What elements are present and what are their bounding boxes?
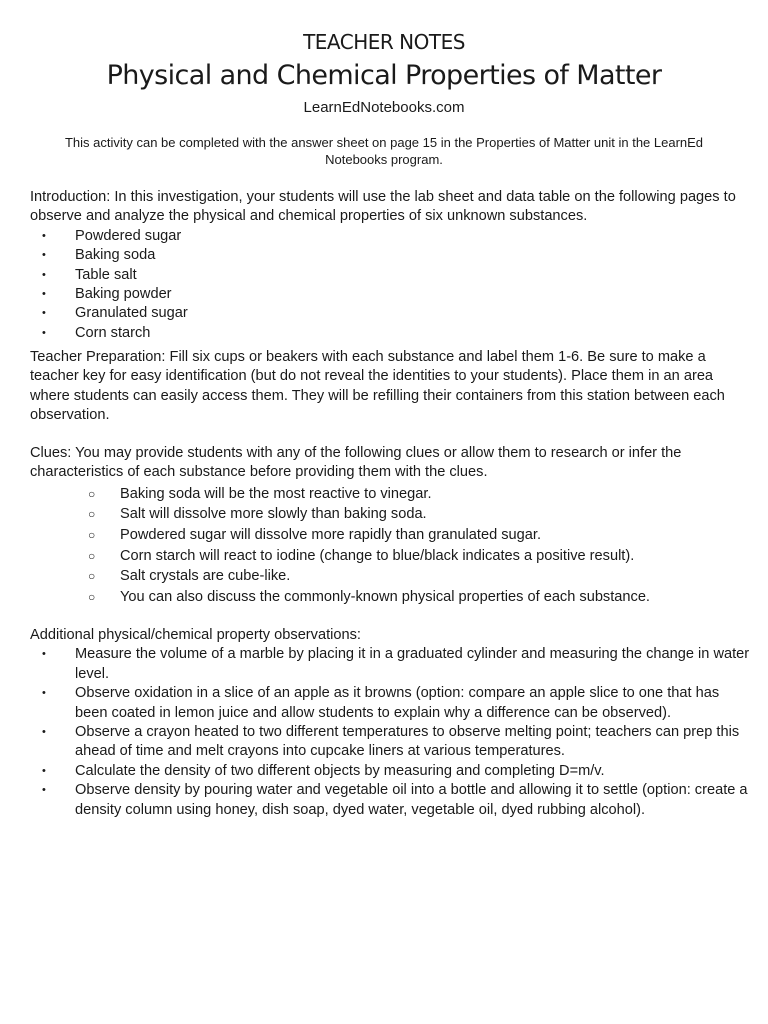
list-item: • Measure the volume of a marble by placing it in a graduated cylinder and measuring the change in water level. <box>42 646 750 682</box>
bullet-icon: • <box>42 726 46 739</box>
list-item: • Calculate the density of two different objects by measuring and completing D=m/v. <box>30 762 750 781</box>
page-title: Physical and Chemical Properties of Matter <box>106 60 662 91</box>
site-name: LearnEdNotebooks.com <box>303 99 465 116</box>
list-item: • Powdered sugar <box>30 227 750 246</box>
preparation-text: Teacher Preparation: Fill six cups or beakers with each substance and label them 1-6. Be sure to make a teacher key for easy identification (but do not reveal the identities to your students). Place them in an area where students can easily access them. They will be refilling their containers from this station between each observation. <box>30 349 725 424</box>
substance-list <box>30 227 750 343</box>
clues-section <box>30 444 750 607</box>
list-item: ○ Salt crystals are cube-like. <box>30 566 750 587</box>
preparation-section <box>30 348 750 426</box>
bullet-icon: • <box>42 288 46 301</box>
circle-bullet-icon: ○ <box>88 548 96 563</box>
clues-list <box>30 484 750 608</box>
list-item: • Granulated sugar <box>30 304 750 323</box>
teacher-notes-label: TEACHER NOTES <box>303 30 465 54</box>
bullet-icon: • <box>42 648 46 661</box>
bullet-icon: • <box>42 784 46 797</box>
bullet-icon: • <box>42 268 46 281</box>
list-item: ○ Corn starch will react to iodine (change to blue/black indicates a positive result). <box>30 546 750 567</box>
additional-observations-section <box>30 626 750 820</box>
list-item: ○ You can also discuss the commonly-known physical properties of each substance. <box>30 587 750 608</box>
answer-sheet-note: This activity can be completed with the answer sheet on page 15 in the Properties of Matter unit in the LearnEd Notebooks program. <box>64 135 704 167</box>
additional-heading: Additional physical/chemical property observations: <box>30 627 361 643</box>
bullet-icon: • <box>42 307 46 320</box>
list-item: ○ Powdered sugar will dissolve more rapidly than granulated sugar. <box>30 525 750 546</box>
list-item: ○ Baking soda will be the most reactive to vinegar. <box>30 484 750 505</box>
bullet-icon: • <box>42 764 46 777</box>
list-item: • Baking powder <box>30 285 750 304</box>
observation-list <box>30 645 750 820</box>
circle-bullet-icon: ○ <box>88 486 96 501</box>
clues-text: Clues: You may provide students with any of the following clues or allow them to research or infer the characteristics of each substance before providing them with the clues. <box>30 445 682 481</box>
circle-bullet-icon: ○ <box>88 528 96 542</box>
introduction-section <box>30 188 750 343</box>
bullet-icon: • <box>42 249 46 262</box>
introduction-text: Introduction: In this investigation, your students will use the lab sheet and data table on the following pages to observe and analyze the physical and chemical properties of six unknown substances. <box>30 189 736 225</box>
bullet-icon: • <box>42 326 46 339</box>
list-item: • Observe a crayon heated to two different temperatures to observe melting point; teachers can prep this ahead of time and melt crayons into cupcake liners at various temperatures. <box>42 724 740 760</box>
circle-bullet-icon: ○ <box>88 569 96 584</box>
list-item: • Observe oxidation in a slice of an apple as it browns (option: compare an apple slice to one that has been coated in lemon juice and allow students to explain why a difference can be observed). <box>42 685 720 721</box>
circle-bullet-icon: ○ <box>88 589 96 604</box>
list-item: • Baking soda <box>30 246 750 265</box>
list-item: ○ Salt will dissolve more slowly than baking soda. <box>30 504 750 525</box>
list-item: • Observe density by pouring water and vegetable oil into a bottle and allowing it to settle (option: create a density column using honey, dish soap, dyed water, vegetable oil, dyed rubbing alcohol). <box>42 782 748 818</box>
bullet-icon: • <box>42 687 46 700</box>
bullet-icon: • <box>42 229 46 242</box>
list-item: • Table salt <box>30 266 750 285</box>
circle-bullet-icon: ○ <box>88 507 96 522</box>
list-item: • Corn starch <box>30 324 750 343</box>
